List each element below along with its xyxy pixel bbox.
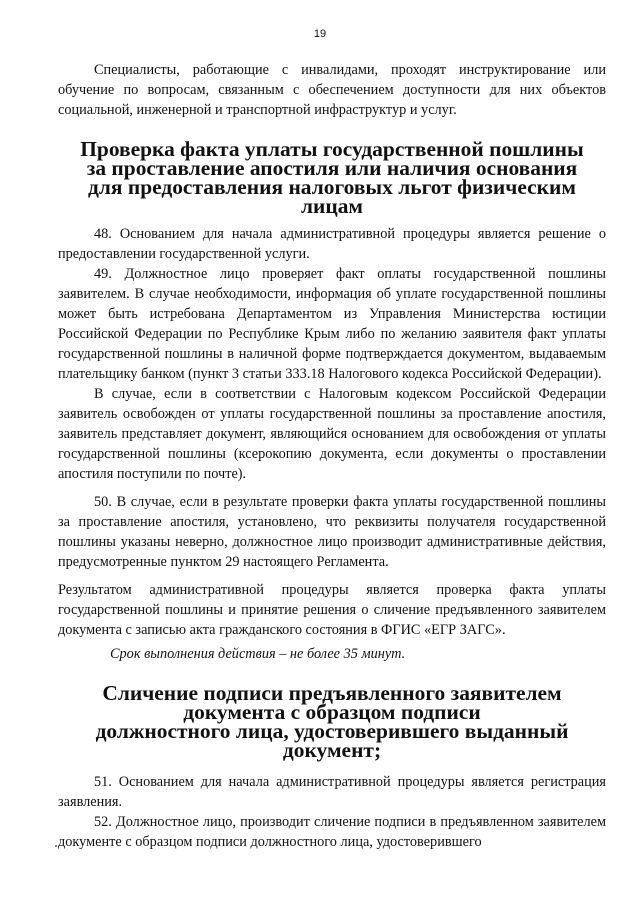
section-heading-signature-check — [58, 681, 606, 762]
duration-note: Срок выполнения действия – не более 35 минут. — [110, 646, 406, 662]
paragraph-49-exemption: В случае, если в соответствии с Налоговым кодексом Российской Федерации заявитель освобожден от уплаты государственной пошлины за проставление апостиля, заявитель представляет документ, являющийся основанием для освобождения от уплаты государственной пошлины (ксерокопию документа, если документы о проставлении апостиля поступили по почте). — [58, 386, 606, 482]
paragraph-49: 49. Должностное лицо проверяет факт оплаты государственной пошлины заявителем. В случае необходимости, информация об уплате государственной пошлины может быть истребована Департаментом из Управления Министерства юстиции Российской Федерации по Республике Крым либо по желанию заявителя факт уплаты государственной пошлины в наличной форме подтверждается документом, выдаваемым плательщику банком (пункт 3 статьи 333.18 Налогового кодекса Российской Федерации). — [58, 266, 606, 382]
heading-line: Проверка факта уплаты государственной пошлины — [80, 137, 584, 161]
page-number: 19 — [313, 28, 327, 40]
page-body — [58, 60, 606, 852]
scan-speck — [55, 845, 57, 847]
heading-line: для предоставления налоговых льгот физическим лицам — [88, 175, 576, 218]
heading-line: Сличение подписи предъявленного заявителем документа с образцом подписи — [102, 681, 562, 724]
paragraph-51: 51. Основанием для начала административной процедуры является регистрация заявления. — [58, 774, 606, 810]
result-paragraph: Результатом административной процедуры является проверка факта уплаты государственной пошлины и принятие решения о сличение предъявленного заявителем документа с записью акта гражданского состояния в ФГИС «ЕГР ЗАГС». — [58, 582, 606, 638]
intro-paragraph: Специалисты, работающие с инвалидами, проходят инструктирование или обучение по вопросам, связанным с обеспечением доступности для них объектов социальной, инженерной и транспортной инфраструктур и услуг. — [58, 62, 606, 118]
heading-line: за проставление апостиля или наличия основания — [86, 156, 578, 180]
section-heading-fee-check — [58, 137, 606, 218]
paragraph-52: 52. Должностное лицо, производит сличение подписи в предъявленном заявителем документе с образцом подписи должностного лица, удостоверившего — [58, 814, 606, 850]
paragraph-50: 50. В случае, если в результате проверки факта уплаты государственной пошлины за проставление апостиля, установлено, что реквизиты получателя государственной пошлины указаны неверно, должностное лицо производит административные действия, предусмотренные пунктом 29 настоящего Регламента. — [58, 494, 606, 570]
heading-line: должностного лица, удостоверившего выданный документ; — [95, 719, 569, 762]
paragraph-48: 48. Основанием для начала административной процедуры является решение о предоставлении государственной услуги. — [58, 226, 606, 262]
